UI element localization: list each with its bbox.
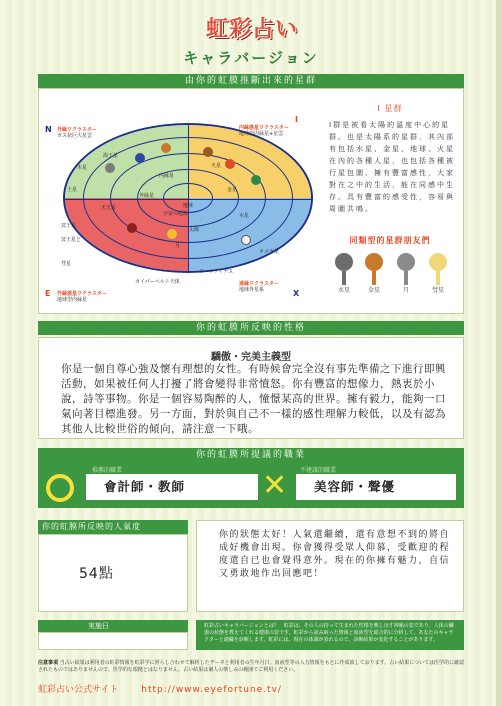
recommended-jobs: 會計師・教師: [86, 474, 258, 500]
star-section-panel: [38, 88, 464, 314]
recommended-circle-icon: [46, 474, 74, 502]
personality-bar: 你的虹膜所反映的性格: [38, 321, 464, 335]
popularity-panel: [38, 534, 188, 612]
comment-panel: [196, 520, 464, 612]
date-field: [38, 632, 188, 650]
planet-label: リーケノイデス: [199, 269, 234, 275]
character-icon: [365, 253, 383, 271]
jobs-bar: 你的虹膜所提議的職業: [38, 448, 464, 462]
quadrant-label: 外縁惑星ワクラスター 地球型内縁星: [57, 291, 107, 303]
notice-label: 注意事項: [38, 660, 59, 666]
planet-label: カイパーベルト天体: [135, 279, 180, 285]
character-body: [372, 271, 376, 285]
planet-character-icon: [105, 163, 115, 173]
character-icon: [429, 253, 447, 271]
planet-label: 外縁星: [139, 193, 155, 199]
planet-label: 水星: [239, 213, 250, 219]
jobs-panel: [38, 462, 464, 508]
popularity-title: 你的虹膜所反映的人氣度: [38, 520, 188, 534]
planet-label: オメガ星: [259, 249, 279, 255]
same-group-character: [397, 253, 415, 294]
character-icon: [397, 253, 415, 271]
site-url-link[interactable]: http://www.eyefortune.tv/: [141, 685, 282, 695]
planet-label: 太陽: [189, 227, 200, 233]
star-section-bar: 由你的虹膜推斷出來的星群: [38, 74, 464, 88]
planet-character-icon: [127, 223, 137, 233]
planet-character-icon: [251, 175, 261, 185]
group-i-marker: I: [295, 115, 298, 124]
recommended-jobs-tag: 推薦的職業: [92, 467, 123, 474]
axis-line: [188, 125, 189, 273]
site-label: 虹彩占い公式サイト: [38, 685, 119, 695]
notice-text: 当占い結果は利用者の虹彩情報を虹彩学に照らし合わせて解析したデータと利用者の生年月日、血液型等の入力情報をもとに作成致しております。占い結果については医学的に確認されたものではありませんので、医学的な根拠とはなりません。占い結果は個人の楽しみの範囲でご利用ください。: [38, 660, 465, 673]
group-title: I 星群: [377, 104, 403, 113]
compass-n-label: N: [45, 125, 52, 134]
character-icon: [335, 253, 353, 271]
compass-e-label: E: [45, 289, 51, 298]
character-body: [342, 271, 346, 285]
same-group-character: [335, 253, 353, 294]
not-recommended-cross-icon: ✕: [262, 468, 288, 503]
personality-panel: [38, 337, 464, 439]
character-body: [404, 271, 408, 285]
not-recommended-jobs-tag: 不建議的職業: [300, 467, 337, 474]
planet-label: 月: [175, 243, 181, 249]
about-text: 虹彩占いキャラバージョンとは？ 虹彩は、その人の持って生まれた性格を映し出す神秘の窓であり、人体の臓器の状態を教えてくれる健康の窓です。虹彩から読み取った情報と血液型を総合的に分析して、あなたのキャラクターと適職を診断します。虹彩には、現在の体調が表れるので、診断結果が変化することがあります。: [196, 620, 464, 650]
planet-label: 冥王星と: [61, 237, 82, 243]
quadrant-label: 外縁ワクラスター ガス状巨大星雲: [57, 127, 97, 139]
planet-label: 内縁星: [159, 173, 175, 179]
planet-character-icon: [225, 159, 235, 169]
group-description: I群是被看太陽的溫度中心的星群。也是太陽系的星群，其內部有包括水星、金星、地球、火星在內的各種人星，也包括各種被行星包圍、擁有豐富感性，大家對在之中的生活，能在同感中生存。具有豐富的感受性，容易與周圍共鳴。: [329, 121, 455, 213]
comment-text: 你的狀態太好！人氣還繼續，還有意想不到的將自成好機會出現。你會獲得受眾人仰慕，受歡迎的程度還自已也會覺得意外。現在的你擁有魅力，自信又勇敢地作出回應吧！: [219, 530, 451, 579]
personality-type-title: 驕傲・完美主義型: [211, 352, 291, 363]
character-name: 水星: [337, 287, 350, 294]
not-recommended-jobs: 美容師・聲優: [296, 474, 456, 500]
same-group-title: 同類型的星群朋友們: [349, 236, 431, 245]
scrollbar[interactable]: [496, 0, 502, 706]
planet-character-icon: [167, 229, 177, 239]
planet-character-icon: [241, 235, 251, 245]
character-name: 彗星: [431, 287, 444, 294]
planet-label: 火星: [211, 163, 222, 169]
official-site: [38, 682, 282, 695]
planet-label: 天王星: [101, 205, 117, 211]
character-name: 月: [402, 287, 409, 294]
planet-label: 木星: [77, 165, 88, 171]
planet-label: 地球: [183, 203, 194, 209]
axis-line: [65, 199, 313, 200]
character-body: [436, 271, 440, 285]
same-group-character: [429, 253, 447, 294]
personality-text: 你是一個自尊心強及懷有理想的女性。有時候會完全沒有事先準備之下進行即興活動，如果被任何人打擾了將會變得非常憤怒。你有豐富的想像力，熱衷於小說，詩等事物。你是一個容易陶醉的人，憧憬某高的世界。擁有毅力，能夠一口氣向著目標進發。另一方面，對於與自己不一樣的感性理解力較低，以及有認為其他人比較世俗的傾向，請注意一下哦。: [61, 363, 446, 435]
planet-character-icon: [161, 143, 171, 153]
quadrant-label: 遠縁ワクラスター 地球外星系: [239, 281, 279, 293]
planet-label: 土星: [67, 187, 78, 193]
planet-label: 宇宙の起源: [163, 211, 189, 217]
group-x-marker: X: [293, 289, 300, 298]
planet-label: 金星: [227, 187, 238, 193]
star-diagram: [43, 93, 305, 311]
planet-character-icon: [203, 147, 213, 157]
planet-label: 海王星: [103, 153, 119, 159]
date-label: 実施日: [38, 620, 188, 632]
character-name: 金星: [367, 287, 380, 294]
notice: [38, 660, 468, 674]
planet-label: 彗星: [61, 261, 72, 267]
page-subtitle: キャラバージョン: [183, 49, 319, 67]
same-group-character: [365, 253, 383, 294]
planet-character-icon: [135, 153, 145, 163]
quadrant-label: 内縁惑星ワクラスター 地球型内縁星+星雲: [239, 125, 289, 137]
planet-label: 冥王星: [61, 223, 77, 229]
app-logo: 虹彩占い: [205, 17, 298, 42]
popularity-score: 54點: [79, 566, 114, 582]
